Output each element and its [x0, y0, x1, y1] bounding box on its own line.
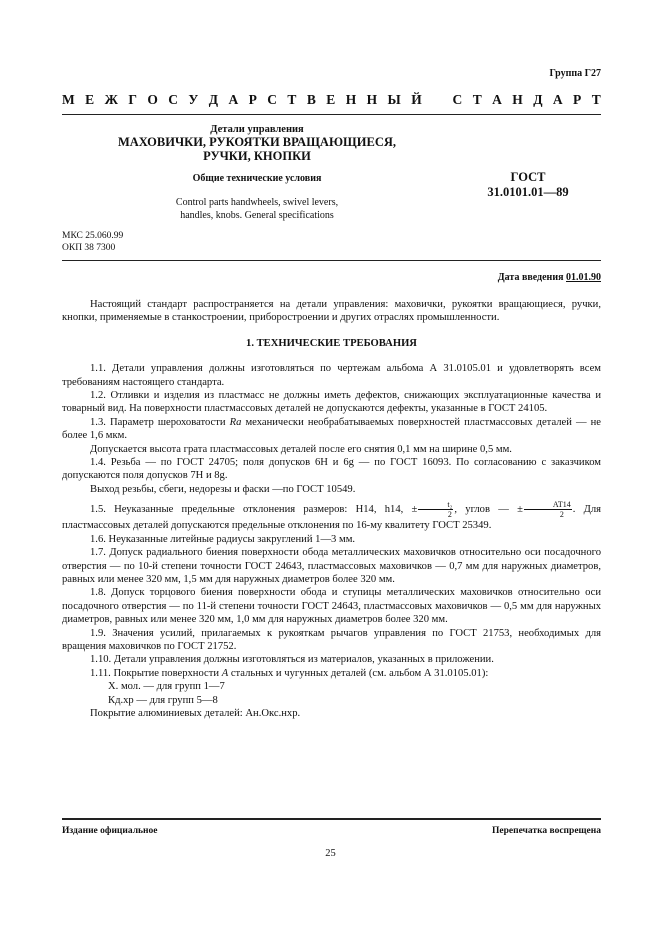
standard-title-letter: Т: [287, 92, 297, 107]
clause-1-4-note: Выход резьбы, сбеги, недорезы и фаски —по ГОСТ 10549.: [90, 483, 356, 495]
okp-code: ОКП 38 7300: [62, 243, 116, 253]
clause-1-4: 1.4. Резьба — по ГОСТ 24705; поля допусков 6Н и 6g — по ГОСТ 16093. По согласованию с заказчиком допускаются поля допусков 7Н и 8g.: [62, 457, 601, 482]
date-label: Дата введения: [497, 272, 564, 283]
standard-title-letter: Д: [208, 92, 219, 107]
clause-1-11: [62, 667, 601, 680]
standard-title-letter: Н: [366, 92, 378, 107]
fraction-at14: [524, 500, 572, 519]
clause-1-5-a: 1.5. Неуказанные предельные отклонения размеров: Н14, h14, ±: [90, 504, 418, 516]
clause-1-9: 1.9. Значения усилий, прилагаемых к рукояткам рычагов управления по ГОСТ 21753, необходимых для вращения маховичков по ГОСТ 21752.: [62, 627, 601, 652]
fraction-at14-num: AT14: [524, 500, 572, 510]
date-value: 01.01.90: [566, 272, 601, 283]
standard-title-letter: У: [188, 92, 199, 107]
document-body: [62, 298, 601, 720]
mks-code: МКС 25.060.99: [62, 231, 124, 241]
standard-title-letter: А: [492, 92, 502, 107]
clause-1-3-a: 1.3. Параметр шероховатости: [90, 416, 230, 428]
gost-line-2: 31.0101.01—89: [487, 185, 569, 199]
clause-1-3-note: Допускается высота грата пластмассовых деталей после его снятия 0,1 мм на ширине 0,5 мм.: [90, 443, 512, 455]
standard-title: [62, 92, 601, 108]
standard-title-letter: С: [267, 92, 278, 107]
standard-title-letter: Г: [128, 92, 137, 107]
fraction-t2-den: 2: [447, 510, 452, 520]
clause-1-6: 1.6. Неуказанные литейные радиусы закруглений 1—3 мм.: [90, 533, 356, 545]
codes-rule: [62, 260, 601, 261]
clause-1-8: 1.8. Допуск торцового биения поверхности обода и ступицы металлических маховичков относительно оси посадочного отверстия — по 11-й степени точности ГОСТ 24643, пластмассовых маховичков — 0,5 мм для наружных диаметров, равных или менее 320 мм, 1,0 мм для наружных диаметров более 320 мм.: [62, 587, 601, 626]
standard-title-letter: А: [552, 92, 563, 107]
title-rule: [62, 114, 601, 115]
fraction-t2-num: t₂: [418, 500, 453, 510]
intro-paragraph: Настоящий стандарт распространяется на детали управления: маховички, рукоятки вращающиеся, ручки, кнопки, применяемые в станкостроении, приборостроении и других отраслях промышленности.: [62, 299, 601, 324]
standard-title-letter: Й: [411, 92, 422, 107]
clause-1-2: 1.2. Отливки и изделия из пластмасс не должны иметь дефектов, снижающих эксплуатационные качества и товарный вид. На поверхности пластмассовых деталей не допускаются дефекты, указанные в ГОСТ 24105.: [62, 390, 601, 415]
clause-1-5: [62, 500, 601, 532]
title-main-1: МАХОВИЧКИ, РУКОЯТКИ ВРАЩАЮЩИЕСЯ,: [117, 135, 397, 149]
group-label: Группа Г27: [549, 68, 601, 79]
standard-title-letter: Р: [573, 92, 582, 107]
standard-title-letter: Т: [472, 92, 482, 107]
clause-1-1: 1.1. Детали управления должны изготовляться по чертежам альбома А 31.0105.01 и удовлетворять всем требованиям настоящего стандарта.: [62, 363, 601, 388]
standard-title-letter: С: [168, 92, 179, 107]
coating-line-1: Х. мол. — для групп 1—7: [108, 681, 225, 693]
title-sub: Детали управления: [210, 124, 304, 135]
standard-title-letter: Ы: [387, 92, 401, 107]
standard-title-letter: О: [147, 92, 158, 107]
gost-number: [468, 170, 588, 200]
clause-1-7: 1.7. Допуск радиального биения поверхности обода металлических маховичков относительно оси посадочного отверстия — по 10-й степени точности ГОСТ 24643, пластмассовых маховичков — 0,7 мм для наружных диаметров, равных или менее 320 мм, 1,5 мм для наружных диаметров более 320 мм.: [62, 547, 601, 585]
footer-official: Издание официальное: [62, 826, 158, 836]
title-main-2: РУЧКИ, КНОПКИ: [203, 149, 311, 163]
standard-title-letter: Ж: [104, 92, 118, 107]
standard-title-letter: Т: [591, 92, 601, 107]
footer-reprint: Перепечатка воспрещена: [491, 826, 601, 836]
document-titles: [62, 124, 452, 222]
clause-1-11-b: стальных и чугунных деталей (см. альбом А 31.0105.01):: [228, 667, 489, 679]
standard-title-letter: С: [452, 92, 463, 107]
standard-title-letter: Н: [512, 92, 523, 107]
clause-1-3: [62, 416, 601, 443]
standard-title-letter: Р: [248, 92, 257, 107]
title-general: Общие технические условия: [192, 173, 322, 184]
classification-codes: [62, 230, 123, 254]
standard-title-letter: Е: [85, 92, 95, 107]
clause-1-5-c: . Для пластмассовых деталей допускаются предельные отклонения по 16-му квалитету ГОСТ 25349.: [62, 504, 601, 532]
clause-1-10: 1.10. Детали управления должны изготовляться из материалов, указанных в приложении.: [90, 654, 494, 666]
standard-title-letter: Д: [533, 92, 543, 107]
effective-date: [498, 272, 601, 283]
standard-title-letter: [432, 92, 442, 108]
section-heading: 1. ТЕХНИЧЕСКИЕ ТРЕБОВАНИЯ: [246, 337, 417, 349]
gost-line-1: ГОСТ: [510, 170, 546, 184]
coating-aluminium: Покрытие алюминиевых деталей: Ан.Окс.нхр.: [90, 707, 301, 719]
standard-title-letter: В: [306, 92, 316, 107]
standard-title-letter: А: [228, 92, 239, 107]
surface-a-symbol: А: [221, 667, 229, 679]
clause-1-3-b: механически необрабатываемых поверхностей пластмассовых деталей — не более 1,6 мкм.: [62, 416, 601, 442]
standard-title-letter: Н: [345, 92, 357, 107]
standard-title-letter: Е: [326, 92, 336, 107]
title-english-2: handles, knobs. General specifications: [180, 210, 334, 221]
title-english-1: Control parts handwheels, swivel levers,: [175, 197, 339, 208]
standard-title-letter: М: [62, 92, 75, 107]
page-number: 25: [325, 848, 336, 859]
coating-line-2: Кд.хр — для групп 5—8: [108, 694, 218, 706]
fraction-t2: [418, 500, 453, 519]
clause-1-5-b: , углов — ±: [454, 504, 523, 516]
ra-symbol: Ra: [229, 416, 242, 428]
footer-rule: [62, 818, 601, 820]
fraction-at14-den: 2: [559, 510, 564, 520]
clause-1-11-a: 1.11. Покрытие поверхности: [90, 667, 222, 679]
